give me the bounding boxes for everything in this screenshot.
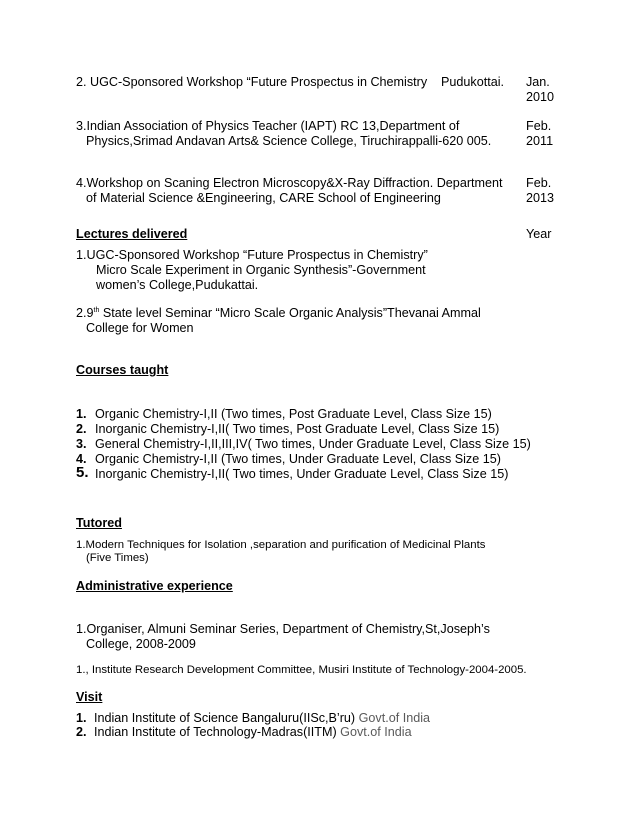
- tutored-heading: Tutored: [76, 516, 122, 530]
- tutored-line2: (Five Times): [86, 552, 149, 564]
- visit-heading: Visit: [76, 690, 103, 704]
- course-item: 3. General Chemistry-I,II,III,IV( Two times, Under Graduate Level, Class Size 15): [76, 437, 531, 451]
- workshop-3-line1: 3.Indian Association of Physics Teacher (IAPT) RC 13,Department of: [76, 119, 460, 133]
- workshop-4-year: 2013: [526, 191, 555, 205]
- admin-item-1-line1: 1.Organiser, Almuni Seminar Series, Department of Chemistry,St,Joseph’s: [76, 622, 490, 636]
- courses-heading: Courses taught: [76, 363, 169, 377]
- course-item: 4. Organic Chemistry-I,II (Two times, Under Graduate Level, Class Size 15): [76, 452, 501, 466]
- lecture-1-line2: Micro Scale Experiment in Organic Synthesis”-Government: [96, 263, 426, 277]
- workshop-2-place: Pudukottai.: [441, 75, 505, 89]
- lecture-1-line1: 1.UGC-Sponsored Workshop “Future Prospectus in Chemistry”: [76, 248, 428, 262]
- workshop-3-year: 2011: [526, 134, 554, 148]
- workshop-4-month: Feb.: [526, 176, 552, 190]
- course-item: 2. Inorganic Chemistry-I,II( Two times, Post Graduate Level, Class Size 15): [76, 422, 500, 436]
- course-item: 1. Organic Chemistry-I,II (Two times, Post Graduate Level, Class Size 15): [76, 407, 492, 421]
- workshop-4-line1: 4.Workshop on Scaning Electron Microscopy&X-Ray Diffraction. Department: [76, 176, 503, 190]
- lecture-1-line3: women’s College,Pudukattai.: [96, 278, 259, 292]
- visit-item: 2. Indian Institute of Technology-Madras(IITM) Govt.of India: [76, 725, 412, 739]
- admin-item-1-line2: College, 2008-2009: [86, 637, 196, 651]
- workshop-2-year: 2010: [526, 90, 555, 104]
- lecture-2-line1: 2.9th State level Seminar “Micro Scale Organic Analysis”Thevanai Ammal: [76, 306, 481, 320]
- admin-item-2: 1., Institute Research Development Committee, Musiri Institute of Technology-2004-2005.: [76, 664, 527, 676]
- visit-item: 1. Indian Institute of Science Bangaluru(IISc,B’ru) Govt.of India: [76, 711, 431, 725]
- workshop-2-month: Jan.: [526, 75, 550, 89]
- tutored-line1: 1.Modern Techniques for Isolation ,separation and purification of Medicinal Plants: [76, 539, 486, 551]
- lecture-2-line2: College for Women: [86, 321, 194, 335]
- workshop-3-month: Feb.: [526, 119, 552, 133]
- admin-heading: Administrative experience: [76, 579, 233, 593]
- lectures-year-label: Year: [526, 227, 552, 241]
- lectures-heading: Lectures delivered: [76, 227, 188, 241]
- course-item: 5. Inorganic Chemistry-I,II( Two times, Under Graduate Level, Class Size 15): [76, 464, 509, 481]
- workshop-2-title: 2. UGC-Sponsored Workshop “Future Prospectus in Chemistry: [76, 75, 428, 89]
- workshop-4-line2: of Material Science &Engineering, CARE School of Engineering: [86, 191, 441, 205]
- workshop-3-line2: Physics,Srimad Andavan Arts& Science College, Tiruchirappalli-620 005.: [86, 134, 492, 148]
